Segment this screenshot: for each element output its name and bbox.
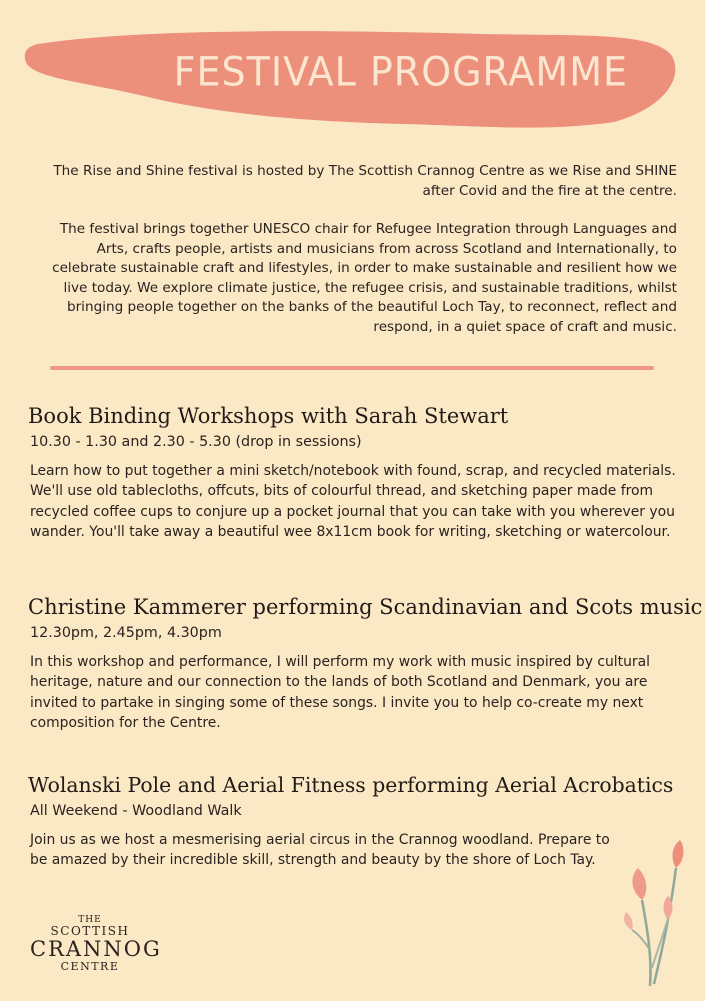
section-divider [50, 366, 654, 370]
logo-line-scottish: SCOTTISH [50, 924, 130, 938]
event-christine-kammerer [28, 594, 703, 733]
event-title: Book Binding Workshops with Sarah Stewart [28, 404, 509, 428]
event-description: Learn how to put together a mini sketch/notebook with found, scrap, and recycled materials. We'll use old tablecloths, offcuts, bits of colourful thread, and sketching paper made from recycled coffee cups to conjure up a pocket journal that you can take with you wherever you wander. You'll take away a beautiful wee 8x11cm book for writing, sketching or watercolour. [30, 463, 676, 540]
event-time: 12.30pm, 2.45pm, 4.30pm [30, 625, 222, 641]
event-title: Wolanski Pole and Aerial Fitness performing Aerial Acrobatics [28, 773, 674, 797]
flower-illustration-icon [620, 838, 692, 988]
logo-line-centre: CENTRE [60, 960, 120, 973]
event-description: In this workshop and performance, I will perform my work with music inspired by cultural heritage, nature and our connection to the lands of both Scotland and Denmark, you are invited to partake in singing some of these songs. I invite you to help co-create my next composition for the Centre. [30, 654, 650, 731]
title-banner [24, 26, 680, 132]
event-wolanski-aerial [28, 772, 688, 871]
event-time: All Weekend - Woodland Walk [30, 803, 242, 819]
intro-paragraph-2: The festival brings together UNESCO chair for Refugee Integration through Languages and Arts, crafts people, artists and musicians from across Scotland and Internationally, to celebrate sustainable craft and lifestyles, in order to make sustainable and resilient how we live today. We explore climate justice, the refugee crisis, and sustainable traditions, whilst bringing people together on the banks of the beautiful Loch Tay, to reconnect, reflect and respond, in a quiet space of craft and music. [52, 221, 677, 335]
event-title: Christine Kammerer performing Scandinavian and Scots music [28, 595, 703, 619]
event-book-binding [28, 403, 688, 542]
logo-line-the: THE [78, 915, 102, 925]
intro-paragraph-1: The Rise and Shine festival is hosted by The Scottish Crannog Centre as we Rise and SHINE after Covid and the fire at the centre. [53, 163, 677, 199]
page-title: FESTIVAL PROGRAMME [173, 48, 628, 96]
logo-line-crannog: CRANNOG [30, 937, 162, 961]
crannog-centre-logo [30, 915, 162, 973]
event-description: Join us as we host a mesmerising aerial circus in the Crannog woodland. Prepare to be amazed by their incredible skill, strength and beauty by the shore of Loch Tay. [30, 832, 610, 869]
event-time: 10.30 - 1.30 and 2.30 - 5.30 (drop in sessions) [30, 434, 362, 450]
